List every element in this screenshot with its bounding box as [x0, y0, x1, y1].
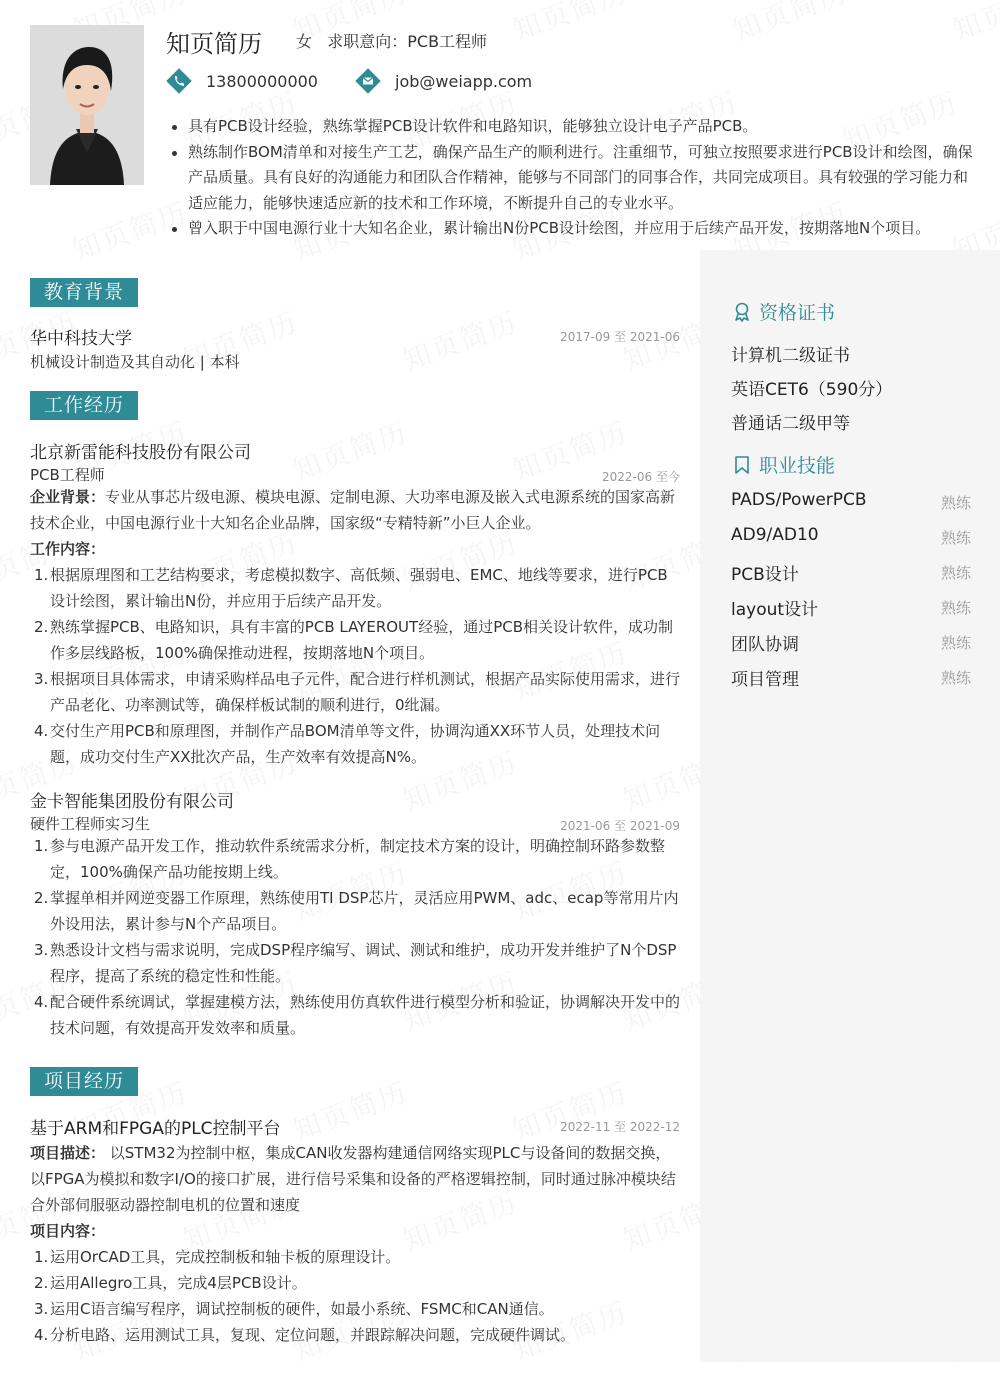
project-date: 2022-11 至 2022-12: [560, 1120, 680, 1134]
summary-item: 熟练制作BOM清单和对接生产工艺，确保产品生产的顺利进行。注重细节，可独立按照要求进行PCB设计和绘图，确保产品质量。具有良好的沟通能力和团队合作精神，能够与不同部门的同事合作，共同完成项目。具有较强的学习能力和适应能力，能够快速适应新的技术和工作环境，不断提升自己的专业水平。: [166, 140, 976, 217]
skill-name: layout设计: [731, 600, 819, 620]
skill-level: 熟练: [940, 599, 971, 617]
list-item: 1. 根据原理图和工艺结构要求，考虑模拟数字、高低频、强弱电、EMC、地线等要求，进行PCB设计绘图，累计输出N份，并应用于后续产品开发。: [34, 566, 668, 610]
list-item: 1. 运用OrCAD工具，完成控制板和轴卡板的原理设计。: [34, 1248, 401, 1266]
bookmark-icon: [731, 454, 753, 476]
skill-level: 熟练: [940, 529, 971, 547]
list-item-text: 根据原理图和工艺结构要求，考虑模拟数字、高低频、强弱电、EMC、地线等要求，进行PCB设计绘图，累计输出N份，并应用于后续产品开发。: [50, 566, 668, 610]
job-date: 2022-06 至今: [602, 470, 680, 484]
skill-row: [731, 525, 971, 545]
summary-item: 具有PCB设计经验，熟练掌握PCB设计软件和电路知识，能够独立设计电子产品PCB。: [166, 114, 976, 140]
list-item: 4. 配合硬件系统调试，掌握建模方法，熟练使用仿真软件进行模型分析和验证，协调解决开发中的技术问题，有效提高开发效率和质量。: [34, 993, 681, 1037]
skill-row: [731, 490, 971, 510]
skill-level: 熟练: [940, 494, 971, 512]
job-intention: 女 求职意向：PCB工程师: [296, 32, 488, 51]
education-heading: 教育背景: [30, 278, 138, 307]
school-name: 华中科技大学: [30, 329, 132, 349]
job-role: 硬件工程师实习生: [30, 815, 151, 833]
award-icon: [731, 301, 753, 323]
list-item-text: 熟悉设计文档与需求说明，完成DSP程序编写、调试、测试和维护，成功开发并维护了N个DSP程序，提高了系统的稳定性和性能。: [50, 941, 677, 985]
list-item: 4. 交付生产用PCB和原理图，并制作产品BOM清单等文件，协调沟通XX环节人员，处理技术问题，成功交付生产XX批次产品，生产效率有效提高N%。: [34, 722, 661, 766]
list-item-text: 配合硬件系统调试，掌握建模方法，熟练使用仿真软件进行模型分析和验证，协调解决开发中的技术问题，有效提高开发效率和质量。: [50, 993, 681, 1037]
list-item-text: 运用OrCAD工具，完成控制板和轴卡板的原理设计。: [50, 1248, 401, 1266]
list-item: 3. 运用C语言编写程序，调试控制板的硬件，如最小系统、FSMC和CAN通信。: [34, 1300, 554, 1318]
skill-level: 熟练: [940, 564, 971, 582]
phone-icon: [166, 68, 192, 94]
job-duty-list: [30, 833, 680, 1041]
skill-level: 熟练: [940, 634, 971, 652]
project-name: 基于ARM和FPGA的PLC控制平台: [30, 1119, 281, 1139]
list-item: 2. 运用Allegro工具，完成4层PCB设计。: [34, 1274, 307, 1292]
list-item: 3. 根据项目具体需求，申请采购样品电子元件，配合进行样机测试，根据产品实际使用需求，进行产品老化、功率测试等，确保样板试制的顺利进行，0纰漏。: [34, 670, 681, 714]
company-name: 北京新雷能科技股份有限公司: [30, 443, 251, 463]
list-item-text: 掌握单相并网逆变器工作原理，熟练使用TI DSP芯片，灵活应用PWM、adc、ecap等常用片内外设用法，累计参与N个产品项目。: [50, 889, 679, 933]
education-date: 2017-09 至 2021-06: [560, 330, 680, 344]
project-task-list: [30, 1244, 680, 1348]
skill-row: [731, 595, 971, 620]
list-item: 1. 参与电源产品开发工作，推动软件系统需求分析，制定技术方案的设计，明确控制环路参数整定，100%确保产品功能按期上线。: [34, 837, 666, 881]
company-background: [30, 484, 680, 536]
certificates-title: 资格证书: [759, 302, 836, 324]
skill-name: AD9/AD10: [731, 525, 819, 545]
skill-level: 熟练: [940, 669, 971, 687]
skill-row: [731, 560, 971, 585]
description-text: 以STM32为控制中枢，集成CAN收发器构建通信网络实现PLC与设备间的数据交换，以FPGA为模拟和数字I/O的接口扩展，进行信号采集和设备的严格逻辑控制，同时通过脉冲模块结合外部伺服驱动器控制电机的位置和速度: [30, 1144, 676, 1214]
list-item: 4. 分析电路、运用测试工具，复现、定位问题，并跟踪解决问题，完成硬件调试。: [34, 1326, 576, 1344]
email-address: job@weiapp.com: [395, 71, 533, 91]
certificate-item: 普通话二级甲等: [731, 414, 850, 434]
summary-item: 曾入职于中国电源行业十大知名企业，累计输出N份PCB设计绘图，并应用于后续产品开发，按期落地N个项目。: [166, 216, 976, 242]
skill-name: PCB设计: [731, 565, 799, 585]
skill-name: PADS/PowerPCB: [731, 490, 867, 510]
major: 机械设计制造及其自动化 | 本科: [30, 353, 240, 371]
list-item: 2. 熟练掌握PCB、电路知识，具有丰富的PCB LAYEROUT经验，通过PCB相关设计软件，成功制作多层线路板，100%确保推动进程，按期落地N个项目。: [34, 618, 674, 662]
list-item: 2. 掌握单相并网逆变器工作原理，熟练使用TI DSP芯片，灵活应用PWM、adc、ecap等常用片内外设用法，累计参与N个产品项目。: [34, 889, 679, 933]
email-contact: [355, 68, 532, 94]
skills-title: 职业技能: [759, 455, 836, 477]
skill-name: 团队协调: [731, 635, 799, 655]
skill-row: [731, 665, 971, 690]
certificate-item: 英语CET6（590分）: [731, 380, 893, 400]
list-item-text: 分析电路、运用测试工具，复现、定位问题，并跟踪解决问题，完成硬件调试。: [50, 1326, 576, 1344]
work-heading: 工作经历: [30, 391, 138, 420]
skill-row: [731, 630, 971, 655]
job-role: PCB工程师: [30, 466, 105, 484]
list-item-text: 熟练掌握PCB、电路知识，具有丰富的PCB LAYEROUT经验，通过PCB相关设计软件，成功制作多层线路板，100%确保推动进程，按期落地N个项目。: [50, 618, 674, 662]
list-item-text: 根据项目具体需求，申请采购样品电子元件，配合进行样机测试，根据产品实际使用需求，进行产品老化、功率测试等，确保样板试制的顺利进行，0纰漏。: [50, 670, 681, 714]
skills-heading: [731, 451, 835, 478]
work-content-label: [30, 536, 680, 562]
project-description: [30, 1140, 680, 1218]
content-label: 项目内容：: [30, 1222, 106, 1240]
description-label: 项目描述：: [30, 1144, 106, 1162]
certificate-item: 计算机二级证书: [731, 346, 850, 366]
list-item: 3. 熟悉设计文档与需求说明，完成DSP程序编写、调试、测试和维护，成功开发并维护了N个DSP程序，提高了系统的稳定性和性能。: [34, 941, 677, 985]
certificates-heading: [731, 298, 835, 325]
project-content-label: [30, 1218, 680, 1244]
profile-photo: [30, 25, 144, 185]
candidate-name: 知页简历: [166, 30, 262, 58]
job-duty-list: [30, 562, 680, 770]
content-label: 工作内容：: [30, 540, 106, 558]
background-text: 专业从事芯片级电源、模块电源、定制电源、大功率电源及嵌入式电源系统的国家高新技术企业，中国电源行业十大知名企业品牌，国家级“专精特新”小巨人企业。: [30, 488, 676, 532]
background-label: 企业背景：: [30, 488, 106, 506]
list-item-text: 运用C语言编写程序，调试控制板的硬件，如最小系统、FSMC和CAN通信。: [50, 1300, 554, 1318]
phone-number: 13800000000: [206, 71, 318, 91]
phone-contact: [166, 68, 318, 94]
list-item-text: 运用Allegro工具，完成4层PCB设计。: [50, 1274, 307, 1292]
list-item-text: 参与电源产品开发工作，推动软件系统需求分析，制定技术方案的设计，明确控制环路参数整定，100%确保产品功能按期上线。: [50, 837, 666, 881]
list-item-text: 交付生产用PCB和原理图，并制作产品BOM清单等文件，协调沟通XX环节人员，处理技术问题，成功交付生产XX批次产品，生产效率有效提高N%。: [50, 722, 661, 766]
company-name: 金卡智能集团股份有限公司: [30, 792, 234, 812]
skill-name: 项目管理: [731, 670, 799, 690]
email-icon: [355, 68, 381, 94]
summary-list: [166, 114, 976, 242]
job-date: 2021-06 至 2021-09: [560, 819, 680, 833]
project-heading: 项目经历: [30, 1067, 138, 1096]
